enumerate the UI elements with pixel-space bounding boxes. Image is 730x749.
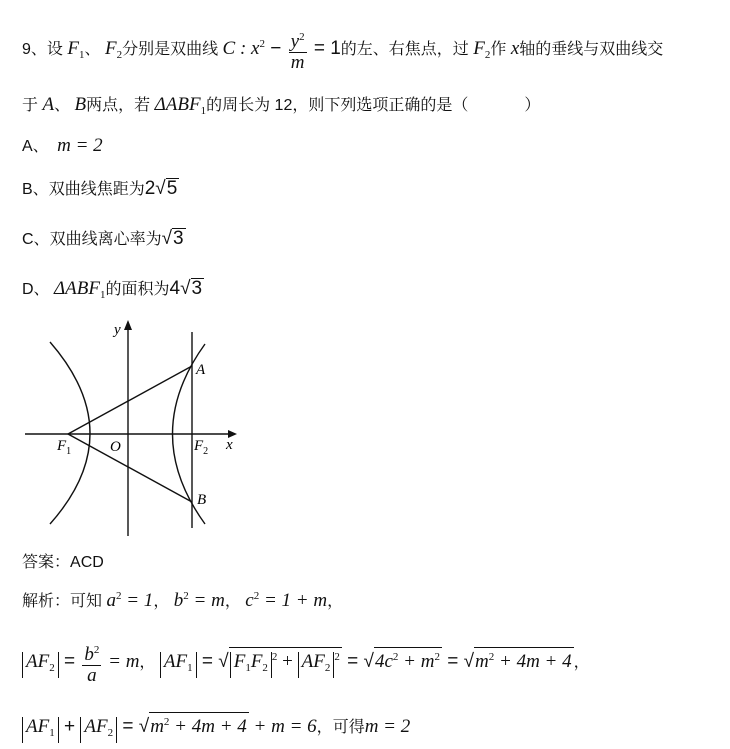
analysis-line-1: 解析：可知 $a^2 = 1$， $b^2 = m$， $c^2 = 1 + m$， <box>22 590 344 611</box>
option-c: C、双曲线离心率为√3 <box>22 228 184 249</box>
label-o: O <box>110 439 121 455</box>
label-f1: $F_1$ <box>57 438 72 457</box>
label-b: B <box>197 492 207 508</box>
hyperbola-figure <box>20 318 250 540</box>
question-line-2: 于 A、 B两点，若 $\Delta ABF_1$的周长为 12，则下列选项正确的是（ ） <box>22 94 541 117</box>
label-y: y <box>114 322 121 338</box>
question-number: 9、 <box>22 41 47 59</box>
y-axis-arrow <box>124 320 132 330</box>
fraction-y2-over-m: $\frac{y^2}{m}$ <box>289 27 307 73</box>
option-d: D、 $\Delta ABF_1$的面积为4√3 <box>22 278 203 301</box>
analysis-line-3: $AF_1 + AF_2 = √m^2 + 4m + 4 + m = 6$，可得m = 2 <box>22 712 410 743</box>
label-f2: $F_2$ <box>194 438 209 457</box>
answer-value: ACD <box>70 554 104 571</box>
answer-line: 答案：ACD <box>22 554 104 571</box>
question-line-1: 9、设 $F_1$、 $F_2$分别是双曲线 C : $x^2$ − $\frac{y^2}{m}$ = 1的左、右焦点，过 $F_2$作 x轴的垂线与双曲线交 <box>22 27 663 73</box>
label-x: x <box>226 437 233 453</box>
analysis-line-2: $AF_2$ = $\frac{b^2}{a}$ = m， $AF_1$ = √ $F_1F_2^2 + AF_2^2 = √4c^2 + m^2 = √m^2 + 4m + 4$ ， <box>22 640 590 686</box>
option-b: B、双曲线焦距为2√5 <box>22 178 178 199</box>
option-a: A、 m = 2 <box>22 135 103 156</box>
label-a: A <box>196 362 206 378</box>
